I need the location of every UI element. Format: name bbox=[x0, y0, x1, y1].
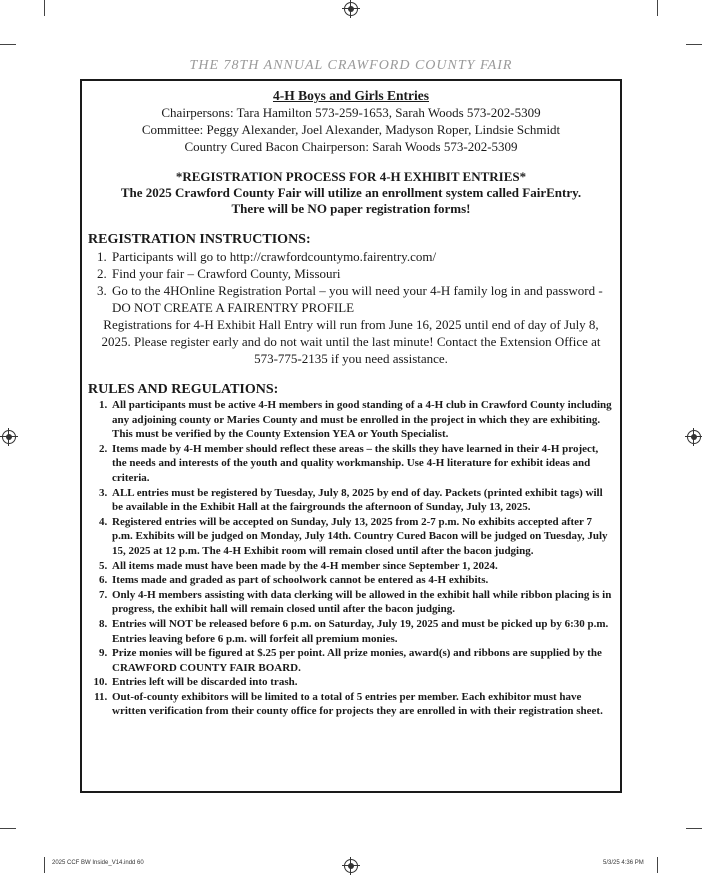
list-item: 11. Out-of-county exhibitors will be limited to a total of 5 entries per member. Each exhibitor must have written verification from their county office for projects they are enrolled in with their registration sheet. bbox=[110, 690, 614, 719]
list-item: 2. Items made by 4-H member should reflect these areas – the skills they have learned in their 4-H project, the needs and interests of the youth and quality workmanship. Use 4-H literature for exhibit ideas and criteria. bbox=[110, 442, 614, 486]
crop-mark-top-right bbox=[657, 0, 658, 16]
registration-mark-icon bbox=[344, 2, 358, 16]
bacon-chairperson: Country Cured Bacon Chairperson: Sarah Woods 573-202-5309 bbox=[184, 139, 518, 154]
crop-mark-bottom-left bbox=[44, 857, 45, 873]
instructions-title: REGISTRATION INSTRUCTIONS: bbox=[88, 232, 311, 247]
list-item: 1. Participants will go to http://crawfordcountymo.fairentry.com/ bbox=[110, 248, 614, 265]
list-item: 10. Entries left will be discarded into trash. bbox=[110, 675, 614, 690]
registration-mark-icon bbox=[2, 430, 16, 444]
committee: Committee: Peggy Alexander, Joel Alexander, Madyson Roper, Lindsie Schmidt bbox=[141, 122, 561, 137]
list-item: 5. All items made must have been made by the 4-H member since September 1, 2024. bbox=[110, 559, 614, 574]
chairpersons: Chairpersons: Tara Hamilton 573-259-1653, Sarah Woods 573-202-5309 bbox=[161, 105, 541, 120]
list-item: 9. Prize monies will be figured at $.25 per point. All prize monies, award(s) and ribbons are supplied by the CRAWFORD COUNTY FAIR BOARD. bbox=[110, 646, 614, 675]
fair-title: THE 78TH ANNUAL CRAWFORD COUNTY FAIR bbox=[189, 58, 513, 73]
file-slug: 2025 CCF BW Inside_V14.indd 60 bbox=[52, 860, 144, 866]
fairentry-notice: The 2025 Crawford County Fair will utilize an enrollment system called FairEntry. bbox=[120, 185, 582, 200]
crop-mark-left-bottom bbox=[0, 828, 16, 829]
registration-process-heading: *REGISTRATION PROCESS FOR 4-H EXHIBIT ENTRIES* bbox=[175, 169, 527, 184]
list-item: 1. All participants must be active 4-H members in good standing of a 4-H club in Crawford County including any adjoining county or Maries County and must be enrolled in the project in which they are exhibiting. This must be verified by the County Extension YEA or Youth Specialist. bbox=[110, 398, 614, 442]
no-paper-notice: There will be NO paper registration forms! bbox=[231, 201, 471, 216]
instructions-list bbox=[88, 248, 614, 316]
section-title: 4-H Boys and Girls Entries bbox=[272, 88, 429, 103]
crop-mark-top-left bbox=[44, 0, 45, 16]
registration-dates-note: Registrations for 4-H Exhibit Hall Entry will run from June 16, 2025 until end of day of July 8, 2025. Please register early and do not wait until the last minute! Contact the Extension Office at 573-775-2135 if you need assistance. bbox=[101, 317, 601, 366]
list-item: 2. Find your fair – Crawford County, Missouri bbox=[110, 265, 614, 282]
entries-content bbox=[88, 87, 614, 719]
crop-mark-right-top bbox=[686, 44, 702, 45]
list-item: 3. Go to the 4HOnline Registration Portal – you will need your 4-H family log in and password - DO NOT CREATE A FAIRENTRY PROFILE bbox=[110, 282, 614, 316]
registration-mark-icon bbox=[344, 859, 358, 873]
registration-mark-icon bbox=[687, 430, 701, 444]
list-item: 7. Only 4-H members assisting with data clerking will be allowed in the exhibit hall while ribbon placing is in progress, the exhibit hall will remain closed until after the bacon judging. bbox=[110, 588, 614, 617]
crop-mark-left-top bbox=[0, 44, 16, 45]
entries-box bbox=[80, 79, 622, 793]
rules-title: RULES AND REGULATIONS: bbox=[88, 382, 279, 397]
print-timestamp: 5/3/25 4:36 PM bbox=[603, 860, 644, 866]
list-item: 4. Registered entries will be accepted on Sunday, July 13, 2025 from 2-7 p.m. No exhibits accepted after 7 p.m. Exhibits will be judged on Monday, July 14th. Country Cured Bacon will be judged on Tuesday, July 15, 2025 at 12 p.m. The 4-H Exhibit room will remain closed until after the bacon judging. bbox=[110, 515, 614, 559]
rules-list bbox=[88, 398, 614, 719]
list-item: 8. Entries will NOT be released before 6 p.m. on Saturday, July 19, 2025 and must be picked up by 6:30 p.m. Entries leaving before 6 p.m. will forfeit all premium monies. bbox=[110, 617, 614, 646]
crop-mark-right-bottom bbox=[686, 828, 702, 829]
list-item: 6. Items made and graded as part of schoolwork cannot be entered as 4-H exhibits. bbox=[110, 573, 614, 588]
crop-mark-bottom-right bbox=[657, 857, 658, 873]
list-item: 3. ALL entries must be registered by Tuesday, July 8, 2025 by end of day. Packets (printed exhibit tags) will be available in the Exhibit Hall at the fairgrounds the afternoon of Sunday, July 13, 2025. bbox=[110, 486, 614, 515]
